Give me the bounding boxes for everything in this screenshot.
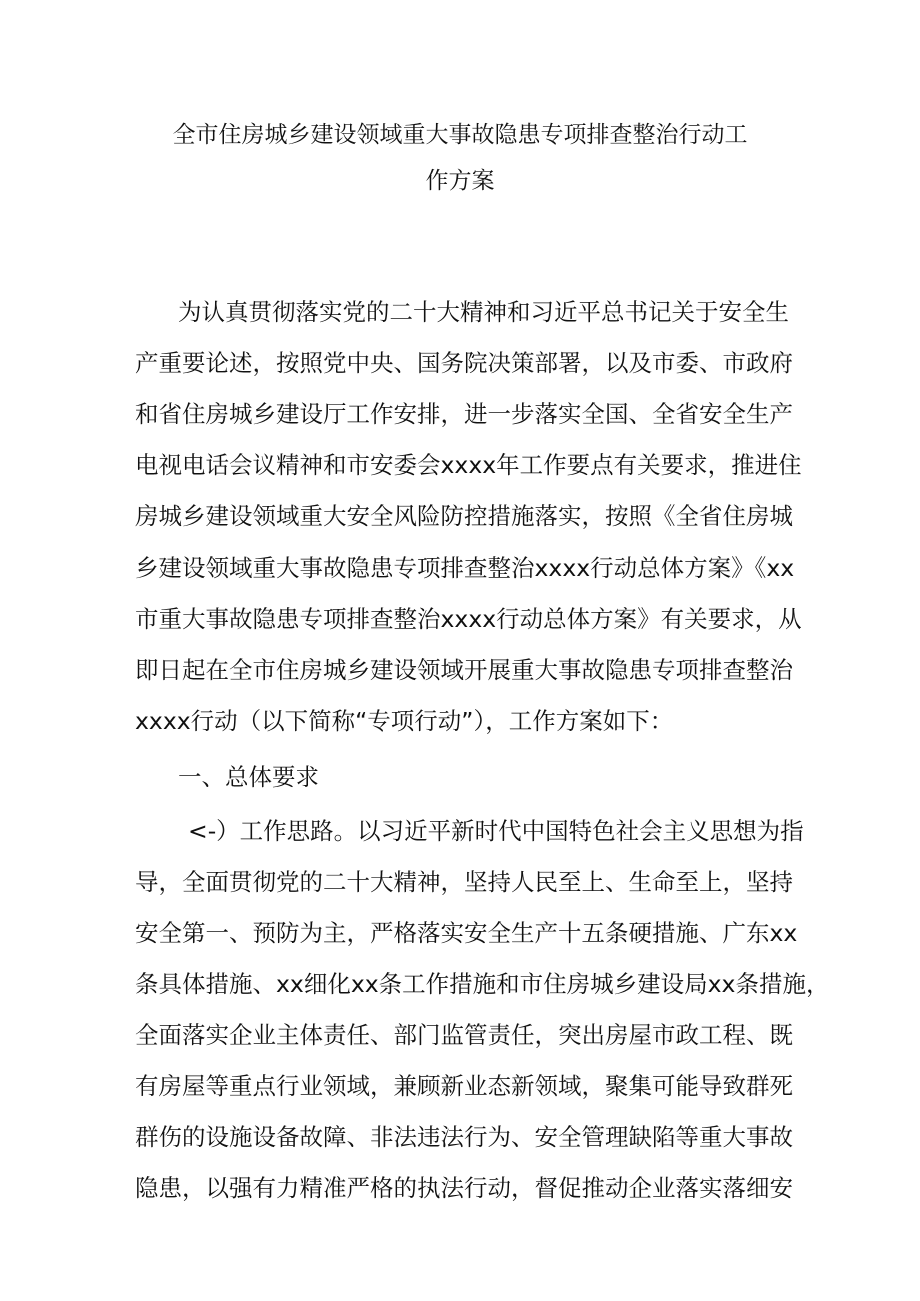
section-1-1-line-2: 导，全面贯彻党的二十大精神，坚持人民至上、生命至上，坚持 [135, 868, 793, 896]
intro-line-7: 市重大事故隐患专项排查整治xxxx行动总体方案》有关要求，从 [135, 605, 802, 633]
intro-line-6: 乡建设领域重大事故隐患专项排查整治xxxx行动总体方案》《xx [135, 554, 795, 582]
document-title-line-2: 作方案 [425, 168, 495, 194]
section-heading-overall-requirements: 一、总体要求 [178, 763, 319, 791]
section-1-1-line-4: 条具体措施、xx细化xx条工作措施和市住房城乡建设局xx条措施， [135, 970, 830, 998]
intro-line-3: 和省住房城乡建设厅工作安排，进一步落实全国、全省安全生产 [135, 400, 793, 428]
section-1-1-line-6: 有房屋等重点行业领域，兼顾新业态新领域，聚集可能导致群死 [135, 1072, 793, 1100]
section-1-1-line-5: 全面落实企业主体责任、部门监管责任，突出房屋市政工程、既 [135, 1021, 793, 1049]
section-1-1-line-1: <-）工作思路。以习近平新时代中国特色社会主义思想为指 [188, 817, 804, 845]
intro-line-2: 产重要论述，按照党中央、国务院决策部署，以及市委、市政府 [135, 349, 793, 377]
section-1-1-line-7: 群伤的设施设备故障、非法违法行为、安全管理缺陷等重大事故 [135, 1123, 793, 1151]
document-title-line-1: 全市住房城乡建设领域重大事故隐患专项排查整治行动工 [172, 122, 748, 148]
intro-line-9: xxxx行动（以下简称“专项行动”），工作方案如下： [135, 707, 674, 735]
section-1-1-line-8: 隐患，以强有力精准严格的执法行动，督促推动企业落实落细安 [135, 1174, 793, 1202]
intro-line-5: 房城乡建设领域重大安全风险防控措施落实，按照《全省住房城 [135, 502, 793, 530]
intro-line-4: 电视电话会议精神和市安委会xxxx年工作要点有关要求，推进住 [135, 451, 802, 479]
section-1-1-line-3: 安全第一、预防为主，严格落实安全生产十五条硬措施、广东xx [135, 919, 798, 947]
intro-line-8: 即日起在全市住房城乡建设领域开展重大事故隐患专项排查整治 [135, 656, 793, 684]
intro-line-1: 为认真贯彻落实党的二十大精神和习近平总书记关于安全生 [178, 298, 789, 326]
